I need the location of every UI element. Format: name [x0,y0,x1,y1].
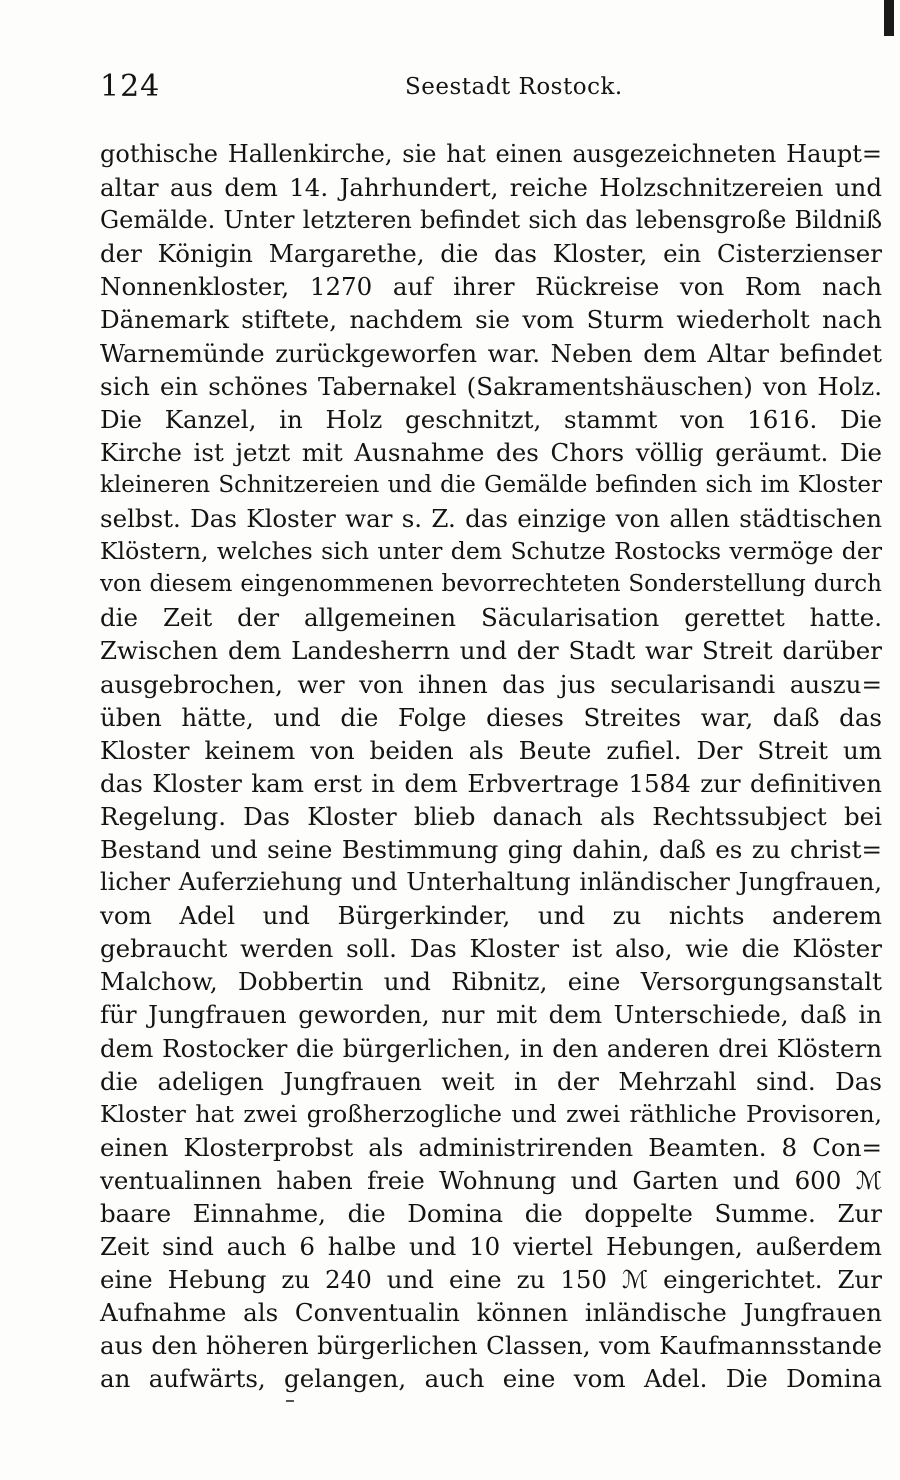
text-line: gebraucht werden soll. Das Kloster ist also, wie die Klöster [100,934,882,964]
text-line: Warnemünde zurückgeworfen war. Neben dem Altar befindet [100,338,882,368]
text-line: Zwischen dem Landesherrn und der Stadt war Streit darüber [100,636,882,666]
text-line: kleineren Schnitzereien und die Gemälde befinden sich im Kloster [100,471,882,498]
text-line: Zeit sind auch 6 halbe und 10 viertel Hebungen, außerdem [100,1232,882,1262]
text-line: Kloster keinem von beiden als Beute zufiel. Der Streit um [100,735,882,765]
text-line: der Königin Margarethe, die das Kloster, ein Cisterzienser [100,239,882,269]
text-line: gothische Hallenkirche, sie hat einen ausgezeichneten Haupt= [100,140,882,168]
text-line: dem Rostocker die bürgerlichen, in den anderen drei Klöstern [100,1033,882,1063]
running-head: Seestadt Rostock. [405,74,623,100]
text-line: Kirche ist jetzt mit Ausnahme des Chors völlig geräumt. Die [100,437,882,467]
text-line: vom Adel und Bürgerkinder, und zu nichts anderem [100,901,882,931]
text-line: Aufnahme als Conventualin können inländische Jungfrauen [100,1298,882,1328]
text-line: baare Einnahme, die Domina die doppelte Summe. Zur [100,1199,882,1228]
text-line: Regelung. Das Kloster blieb danach als Rechtssubject bei [100,801,882,831]
text-line: Bestand und seine Bestimmung ging dahin, daß es zu christ= [100,834,882,864]
text-line: an aufwärts, gelangen, auch eine vom Adel. Die Domina [100,1364,882,1394]
text-line: altar aus dem 14. Jahrhundert, reiche Holzschnitzereien und [100,173,882,203]
footer-mark [286,1400,294,1402]
text-line: licher Auferziehung und Unterhaltung inländischer Jungfrauen, [100,868,882,897]
text-line: Kloster hat zwei großherzogliche und zwei räthliche Provisoren, [100,1099,882,1128]
scan-edge-mark [884,0,894,36]
text-line: selbst. Das Kloster war s. Z. das einzige von allen städtischen [100,504,882,534]
text-line: das Kloster kam erst in dem Erbvertrage 1584 zur definitiven [100,768,882,798]
text-line: einen Klosterprobst als administrirenden Beamten. 8 Con= [100,1132,882,1162]
text-line: Die Kanzel, in Holz geschnitzt, stammt von 1616. Die [100,404,882,434]
text-line: die Zeit der allgemeinen Säcularisation gerettet hatte. [100,603,882,633]
text-line: üben hätte, und die Folge dieses Streites war, daß das [100,702,882,732]
text-line: eine Hebung zu 240 und eine zu 150 ℳ eingerichtet. Zur [100,1265,882,1295]
body-text [100,138,882,1396]
text-line: Malchow, Dobbertin und Ribnitz, eine Versorgungsanstalt [100,967,882,997]
text-line: Dänemark stiftete, nachdem sie vom Sturm wiederholt nach [100,305,882,335]
text-line: Nonnenkloster, 1270 auf ihrer Rückreise von Rom nach [100,272,882,302]
text-line: von diesem eingenommenen bevorrechteten Sonderstellung durch [100,571,882,598]
text-line: ventualinnen haben freie Wohnung und Garten und 600 ℳ [100,1165,882,1195]
text-line: ausgebrochen, wer von ihnen das jus secularisandi auszu= [100,669,882,699]
page-number: 124 [100,69,161,104]
page-header [100,62,880,112]
text-line: sich ein schönes Tabernakel (Sakramentshäuschen) von Holz. [100,371,882,401]
text-line: aus den höheren bürgerlichen Classen, vom Kaufmannsstande [100,1331,882,1361]
text-line: die adeligen Jungfrauen weit in der Mehrzahl sind. Das [100,1066,882,1096]
text-line: Gemälde. Unter letzteren befindet sich das lebensgroße Bildniß [100,206,882,235]
text-line: für Jungfrauen geworden, nur mit dem Unterschiede, daß in [100,1000,882,1030]
text-line: Klöstern, welches sich unter dem Schutze Rostocks vermöge der [100,537,882,566]
